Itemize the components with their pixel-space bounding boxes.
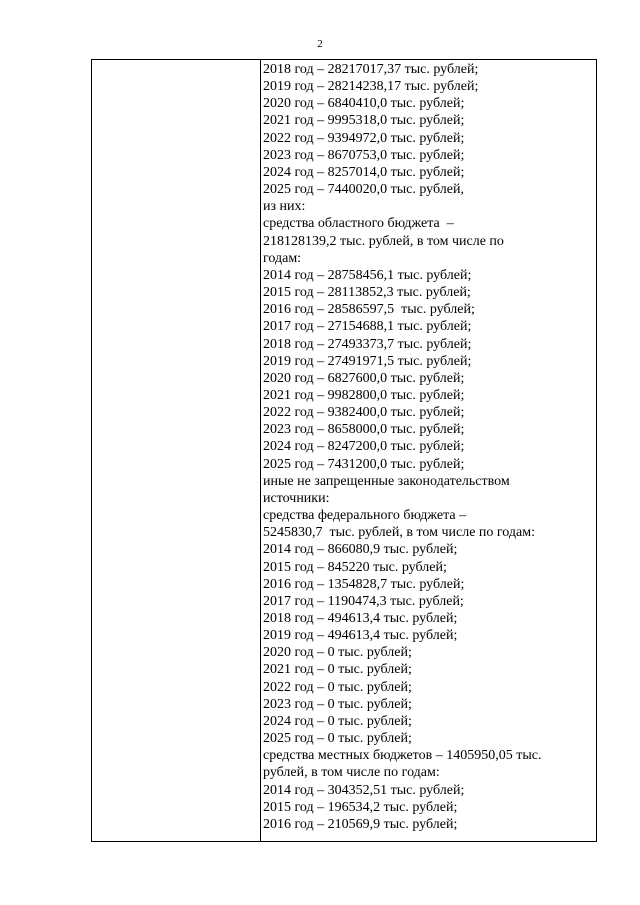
- funding-line: средства федерального бюджета –: [263, 508, 467, 524]
- funding-line: 2023 год – 8658000,0 тыс. рублей;: [263, 422, 465, 438]
- funding-line: 2016 год – 210569,9 тыс. рублей;: [263, 816, 458, 832]
- funding-line: 2015 год – 845220 тыс. рублей;: [263, 559, 447, 575]
- funding-line: 2025 год – 0 тыс. рублей;: [263, 731, 412, 747]
- funding-line: 2018 год – 494613,4 тыс. рублей;: [263, 611, 458, 626]
- funding-line: 2018 год – 27493373,7 тыс. рублей;: [263, 336, 472, 352]
- funding-line: 2023 год – 8670753,0 тыс. рублей;: [263, 147, 465, 163]
- funding-line: 2023 год – 0 тыс. рублей;: [263, 696, 412, 712]
- funding-line: 218128139,2 тыс. рублей, в том числе по: [263, 233, 504, 249]
- funding-line: 2016 год – 1354828,7 тыс. рублей;: [263, 576, 465, 592]
- funding-line: 2021 год – 0 тыс. рублей;: [263, 662, 412, 678]
- funding-line: 2018 год – 28217017,37 тыс. рублей;: [263, 62, 479, 77]
- funding-line: 2020 год – 6840410,0 тыс. рублей;: [263, 96, 465, 112]
- funding-line: 2020 год – 0 тыс. рублей;: [263, 645, 412, 661]
- funding-line: средства областного бюджета –: [263, 216, 454, 232]
- funding-line: 2015 год – 28113852,3 тыс. рублей;: [263, 285, 471, 301]
- funding-line: 2022 год – 9382400,0 тыс. рублей;: [263, 405, 465, 421]
- funding-line: 2021 год – 9982800,0 тыс. рублей;: [263, 387, 465, 403]
- funding-line: иные не запрещенные законодательством: [263, 473, 510, 489]
- funding-line: 2014 год – 304352,51 тыс. рублей;: [263, 782, 465, 798]
- funding-line: 2014 год – 28758456,1 тыс. рублей;: [263, 267, 472, 283]
- funding-line: 5245830,7 тыс. рублей, в том числе по годам:: [263, 525, 535, 541]
- column-divider: [260, 60, 261, 841]
- table-right-cell: [263, 61, 590, 833]
- funding-line: 2019 год – 27491971,5 тыс. рублей;: [263, 353, 472, 369]
- funding-line: 2019 год – 494613,4 тыс. рублей;: [263, 628, 458, 644]
- funding-line: 2017 год – 27154688,1 тыс. рублей;: [263, 319, 472, 335]
- funding-line: рублей, в том числе по годам:: [263, 765, 440, 781]
- funding-line: 2022 год – 0 тыс. рублей;: [263, 679, 412, 695]
- page-number: 2: [317, 38, 323, 50]
- funding-line: 2019 год – 28214238,17 тыс. рублей;: [263, 79, 479, 95]
- funding-line: 2024 год – 8257014,0 тыс. рублей;: [263, 164, 465, 180]
- funding-line: 2025 год – 7440020,0 тыс. рублей,: [263, 182, 464, 198]
- funding-line: средства местных бюджетов – 1405950,05 тыс.: [263, 748, 542, 764]
- funding-line: 2020 год – 6827600,0 тыс. рублей;: [263, 370, 465, 386]
- funding-line: 2017 год – 1190474,3 тыс. рублей;: [263, 593, 464, 609]
- funding-line: годам:: [263, 250, 302, 266]
- table-left-cell: [92, 60, 260, 841]
- funding-line: 2025 год – 7431200,0 тыс. рублей;: [263, 456, 465, 472]
- funding-line: 2016 год – 28586597,5 тыс. рублей;: [263, 302, 475, 318]
- funding-line: 2022 год – 9394972,0 тыс. рублей;: [263, 130, 465, 146]
- funding-line: 2014 год – 866080,9 тыс. рублей;: [263, 542, 458, 558]
- funding-line: 2024 год – 8247200,0 тыс. рублей;: [263, 439, 465, 455]
- funding-line: 2015 год – 196534,2 тыс. рублей;: [263, 799, 458, 815]
- funding-line: из них:: [263, 199, 306, 215]
- funding-line: источники:: [263, 490, 330, 506]
- funding-table: [91, 59, 597, 842]
- funding-line: 2021 год – 9995318,0 тыс. рублей;: [263, 113, 465, 129]
- funding-line: 2024 год – 0 тыс. рублей;: [263, 713, 412, 729]
